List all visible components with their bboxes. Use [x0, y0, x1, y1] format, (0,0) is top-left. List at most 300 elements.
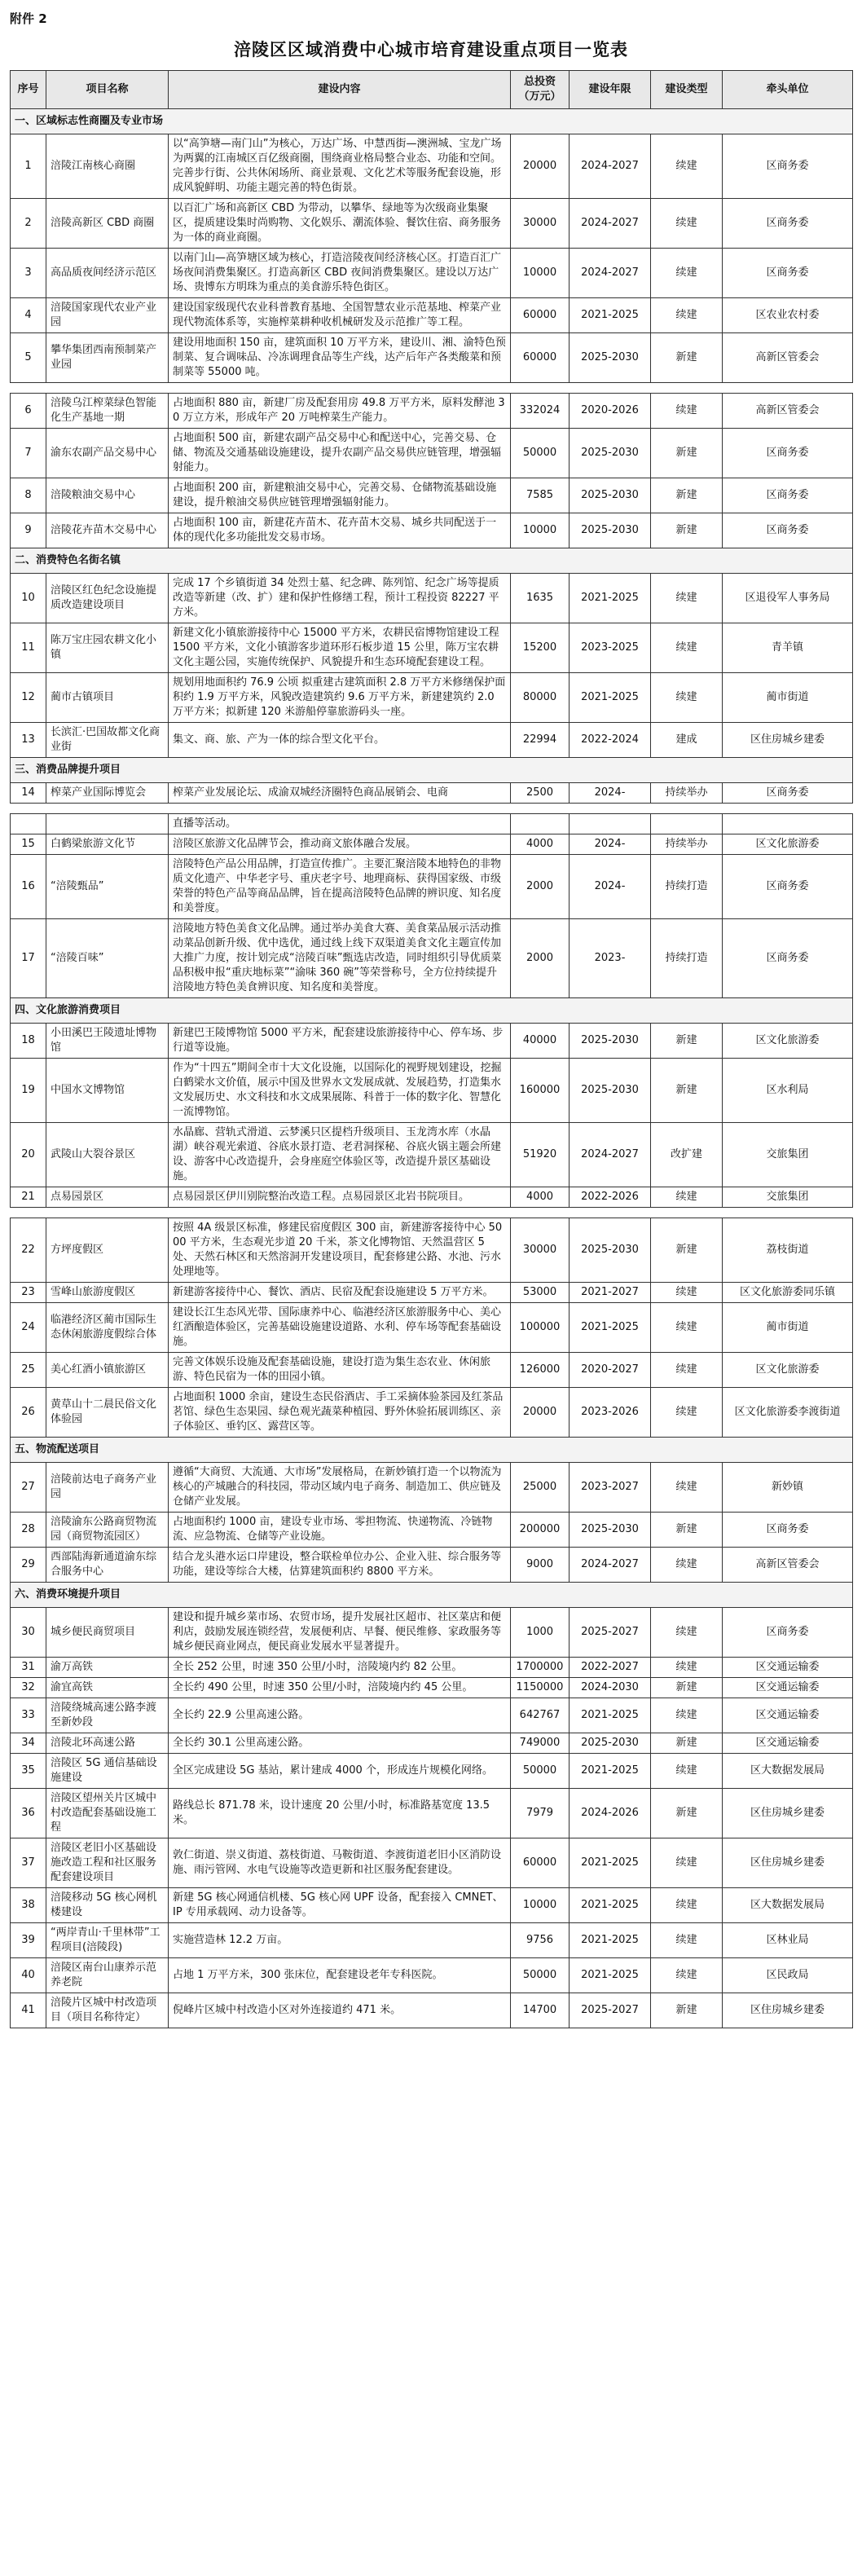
total-investment: 40000 — [511, 1024, 570, 1059]
construction-period: 2024-2027 — [570, 199, 651, 249]
total-investment: 30000 — [511, 1218, 570, 1283]
project-name: “两岸青山·千里林带”工程项目(涪陵段) — [46, 1923, 169, 1958]
row-number: 24 — [11, 1303, 46, 1353]
construction-period: 2020-2026 — [570, 394, 651, 429]
construction-type: 新建 — [651, 1789, 723, 1838]
construction-period: 2025-2030 — [570, 1024, 651, 1059]
total-investment: 25000 — [511, 1463, 570, 1513]
section-heading: 六、消费环境提升项目 — [11, 1583, 853, 1608]
construction-content: 水晶廊、营轨式滑道、云梦溪只区提档升级项目、玉龙湾水库（水晶湖）峡谷观光索道、谷底水景打造、老君洞探秘、谷底火锅主题会所建设、游客中心改造提升，会身座庭空体验区等，改造提升景区基础设施。 — [169, 1123, 511, 1187]
construction-content: 建设和提升城乡菜市场、农贸市场，提升发展社区超市、社区菜店和便利店，鼓励发展连锁经营，发展便利店、早餐、便民维修、家政服务等城乡便民商业网点，便民商业发展水平显著提升。 — [169, 1608, 511, 1658]
construction-period: 2025-2030 — [570, 513, 651, 548]
construction-period: 2020-2027 — [570, 1353, 651, 1388]
column-header: 建设年限 — [570, 71, 651, 109]
project-name: 西部陆海新通道渝东综合服务中心 — [46, 1548, 169, 1583]
table-row — [11, 673, 853, 723]
project-name: 涪陵区红色纪念设施提质改造建设项目 — [46, 574, 169, 623]
construction-content: 占地面积 1000 余亩，建设生态民俗酒店、手工采摘体验茶园及红茶品茗馆、绿色生态果园、绿色观光蔬菜种植园、野外休验拓展训练区、亲子体验区、垂钓区、露营区等。 — [169, 1388, 511, 1438]
construction-content: 实施营造林 12.2 万亩。 — [169, 1923, 511, 1958]
column-header: 序号 — [11, 71, 46, 109]
construction-type: 建成 — [651, 723, 723, 758]
lead-unit: 区商务委 — [723, 1608, 853, 1658]
construction-period: 2025-2027 — [570, 1608, 651, 1658]
table-row — [11, 1733, 853, 1754]
table-row — [11, 855, 853, 919]
construction-type: 续建 — [651, 673, 723, 723]
total-investment: 749000 — [511, 1733, 570, 1754]
construction-type: 续建 — [651, 1463, 723, 1513]
row-number: 38 — [11, 1888, 46, 1923]
construction-type: 续建 — [651, 394, 723, 429]
lead-unit: 蔺市街道 — [723, 673, 853, 723]
lead-unit: 区大数据发展局 — [723, 1754, 853, 1789]
construction-type: 新建 — [651, 1024, 723, 1059]
project-name: 小田溪巴王陵遗址博物馆 — [46, 1024, 169, 1059]
row-number: 13 — [11, 723, 46, 758]
project-tables — [10, 70, 852, 2028]
construction-period: 2021-2025 — [570, 1888, 651, 1923]
table-row — [11, 394, 853, 429]
construction-content: 占地面积 880 亩，新建厂房及配套用房 49.8 万平方米，原料发酵池 30 万立方米，形成年产 20 万吨榨菜生产能力。 — [169, 394, 511, 429]
lead-unit: 高新区管委会 — [723, 1548, 853, 1583]
construction-content: 以“高笋塘—南门山”为核心，万达广场、中慧西街—澳洲城、宝龙广场为两翼的江南城区百亿级商圈，围绕商业格局整合业态、功能和空间。完善步行街、公共休闲场所、商业景观、文化艺术等服务配套设施，形成风貌鲜明、功能主题完善的特色街景。 — [169, 134, 511, 199]
row-number: 41 — [11, 1993, 46, 2028]
page-break — [10, 383, 852, 393]
column-header: 项目名称 — [46, 71, 169, 109]
table-row — [11, 623, 853, 673]
project-name: 涪陵花卉苗木交易中心 — [46, 513, 169, 548]
construction-period: 2021-2025 — [570, 298, 651, 333]
lead-unit: 区大数据发展局 — [723, 1888, 853, 1923]
lead-unit: 荔枝街道 — [723, 1218, 853, 1283]
table-row — [11, 1608, 853, 1658]
row-number: 29 — [11, 1548, 46, 1583]
construction-period: 2024-2027 — [570, 249, 651, 298]
construction-type: 续建 — [651, 1303, 723, 1353]
total-investment: 2500 — [511, 783, 570, 804]
total-investment: 100000 — [511, 1303, 570, 1353]
page-break — [10, 804, 852, 813]
table-row — [11, 1303, 853, 1353]
construction-content: 榨菜产业发展论坛、成渝双城经济圈特色商品展销会、电商 — [169, 783, 511, 804]
construction-content: 全长 252 公里，时速 350 公里/小时，涪陵境内约 82 公里。 — [169, 1658, 511, 1678]
construction-content: 以百汇广场和高新区 CBD 为带动，以攀华、绿地等为次级商业集聚区，提质建设集时尚购物、文化娱乐、潮流体验、餐饮住宿、商务服务为一体的商业商圈。 — [169, 199, 511, 249]
project-table — [10, 813, 853, 1208]
lead-unit: 高新区管委会 — [723, 333, 853, 383]
table-row — [11, 1218, 853, 1283]
total-investment: 7979 — [511, 1789, 570, 1838]
total-investment: 14700 — [511, 1993, 570, 2028]
construction-content: 新建 5G 核心网通信机楼、5G 核心网 UPF 设备，配套接入 CMNET、IP 专用承载网、动力设备等。 — [169, 1888, 511, 1923]
total-investment: 60000 — [511, 1838, 570, 1888]
lead-unit: 区商务委 — [723, 783, 853, 804]
construction-type: 续建 — [651, 1958, 723, 1993]
lead-unit: 区交通运输委 — [723, 1678, 853, 1698]
table-row — [11, 919, 853, 998]
construction-content: 全区完成建设 5G 基站，累计建成 4000 个，形成连片规模化网络。 — [169, 1754, 511, 1789]
section-heading: 四、文化旅游消费项目 — [11, 998, 853, 1024]
lead-unit: 区交通运输委 — [723, 1733, 853, 1754]
row-number: 31 — [11, 1658, 46, 1678]
total-investment: 1635 — [511, 574, 570, 623]
total-investment: 51920 — [511, 1123, 570, 1187]
construction-type: 新建 — [651, 1513, 723, 1548]
construction-period: 2021-2027 — [570, 1283, 651, 1303]
project-name: 雪峰山旅游度假区 — [46, 1283, 169, 1303]
table-row — [11, 1993, 853, 2028]
construction-period: 2025-2030 — [570, 1513, 651, 1548]
construction-period: 2021-2025 — [570, 574, 651, 623]
row-number: 33 — [11, 1698, 46, 1733]
project-name: 渝万高铁 — [46, 1658, 169, 1678]
project-name: 涪陵乌江榨菜绿色智能化生产基地一期 — [46, 394, 169, 429]
project-name: 涪陵区南台山康养示范养老院 — [46, 1958, 169, 1993]
project-name: 涪陵移动 5G 核心网机楼建设 — [46, 1888, 169, 1923]
attachment-label: 附件 2 — [10, 11, 47, 26]
construction-type: 持续举办 — [651, 834, 723, 855]
construction-content: 新建巴王陵博物馆 5000 平方米，配套建设旅游接待中心、停车场、步行道等设施。 — [169, 1024, 511, 1059]
lead-unit: 区住房城乡建委 — [723, 723, 853, 758]
lead-unit: 区商务委 — [723, 199, 853, 249]
lead-unit: 区住房城乡建委 — [723, 1838, 853, 1888]
construction-period: 2025-2030 — [570, 333, 651, 383]
lead-unit: 区文化旅游委同乐镇 — [723, 1283, 853, 1303]
project-name: 涪陵国家现代农业产业园 — [46, 298, 169, 333]
table-row — [11, 1923, 853, 1958]
table-row — [11, 783, 853, 804]
project-name: 涪陵北环高速公路 — [46, 1733, 169, 1754]
construction-content: 倪峰片区城中村改造小区对外连接道约 471 米。 — [169, 1993, 511, 2028]
table-row — [11, 1123, 853, 1187]
lead-unit: 区商务委 — [723, 1513, 853, 1548]
project-name: 武陵山大裂谷景区 — [46, 1123, 169, 1187]
project-name: 渝东农副产品交易中心 — [46, 429, 169, 478]
lead-unit: 区文化旅游委 — [723, 1024, 853, 1059]
construction-period: 2024- — [570, 783, 651, 804]
construction-period: 2024-2027 — [570, 1123, 651, 1187]
lead-unit: 区商务委 — [723, 134, 853, 199]
construction-type — [651, 814, 723, 834]
total-investment: 332024 — [511, 394, 570, 429]
table-row — [11, 1678, 853, 1698]
project-name: 攀华集团西南预制菜产业园 — [46, 333, 169, 383]
lead-unit: 区文化旅游委李渡街道 — [723, 1388, 853, 1438]
table-row — [11, 814, 853, 834]
row-number: 35 — [11, 1754, 46, 1789]
total-investment: 10000 — [511, 249, 570, 298]
construction-content: 涪陵区旅游文化品牌节会，推动商文旅体融合发展。 — [169, 834, 511, 855]
construction-type: 续建 — [651, 1187, 723, 1208]
project-name: 涪陵渝东公路商贸物流园（商贸物流园区） — [46, 1513, 169, 1548]
lead-unit: 区文化旅游委 — [723, 834, 853, 855]
total-investment: 50000 — [511, 1958, 570, 1993]
construction-content: 点易园景区伊川别院整治改造工程。点易园景区北岩书院项目。 — [169, 1187, 511, 1208]
row-number: 1 — [11, 134, 46, 199]
construction-period: 2024-2026 — [570, 1789, 651, 1838]
document-title: 涪陵区区域消费中心城市培育建设重点项目一览表 — [234, 40, 628, 59]
project-name: 临港经济区蔺市国际生态休闲旅游度假综合体 — [46, 1303, 169, 1353]
construction-period: 2023-2025 — [570, 623, 651, 673]
column-header: 建设内容 — [169, 71, 511, 109]
project-name: 方坪度假区 — [46, 1218, 169, 1283]
construction-period: 2025-2030 — [570, 429, 651, 478]
construction-content: 涪陵地方特色美食文化品牌。通过举办美食大赛、美食菜品展示活动推动菜品创新升级、优中选优，通过线上线下双渠道美食文化主题宣传加大推广力度，按计划完成“涪陵百味”甄选店改造，同时组织引导优质菜品积极申报“重庆地标菜”“渝味 360 碗”等荣誉称号，全方位持续提升涪陵地方特色美食辨识度、知名度和美誉度。 — [169, 919, 511, 998]
table-row — [11, 1059, 853, 1123]
table-header-row — [11, 71, 853, 109]
table-row — [11, 134, 853, 199]
total-investment: 1000 — [511, 1608, 570, 1658]
lead-unit: 区交通运输委 — [723, 1698, 853, 1733]
construction-type: 改扩建 — [651, 1123, 723, 1187]
project-name: 城乡便民商贸项目 — [46, 1608, 169, 1658]
project-name: 涪陵绕城高速公路李渡至新妙段 — [46, 1698, 169, 1733]
construction-type: 续建 — [651, 1698, 723, 1733]
table-row — [11, 1698, 853, 1733]
construction-type: 持续举办 — [651, 783, 723, 804]
row-number: 37 — [11, 1838, 46, 1888]
lead-unit — [723, 814, 853, 834]
row-number: 26 — [11, 1388, 46, 1438]
row-number: 10 — [11, 574, 46, 623]
table-row — [11, 1463, 853, 1513]
construction-period: 2021-2025 — [570, 1698, 651, 1733]
table-row — [11, 199, 853, 249]
construction-type: 新建 — [651, 1733, 723, 1754]
construction-content: 按照 4A 级景区标准，修建民宿度假区 300 亩，新建游客接待中心 5000 平方米，生态观光步道 20 千米，茶文化博物馆、天然温营区 5 处、天然石林区和天然溶洞开发建设项目，配套修建公路、水池、污水处理地等。 — [169, 1218, 511, 1283]
table-row — [11, 1187, 853, 1208]
row-number: 20 — [11, 1123, 46, 1187]
construction-content: 完善文体娱乐设施及配套基础设施，建设打造为集生态农业、休闲旅游、特色民宿为一体的田园小镇。 — [169, 1353, 511, 1388]
lead-unit: 区商务委 — [723, 249, 853, 298]
construction-type: 续建 — [651, 1838, 723, 1888]
project-name: 长滨汇·巴国故都文化商业街 — [46, 723, 169, 758]
construction-period: 2021-2025 — [570, 1958, 651, 1993]
total-investment: 200000 — [511, 1513, 570, 1548]
table-row — [11, 834, 853, 855]
project-name: “涪陵甄品” — [46, 855, 169, 919]
total-investment: 60000 — [511, 333, 570, 383]
total-investment: 20000 — [511, 1388, 570, 1438]
table-row — [11, 1283, 853, 1303]
construction-type: 新建 — [651, 513, 723, 548]
row-number: 6 — [11, 394, 46, 429]
construction-type: 续建 — [651, 574, 723, 623]
total-investment: 9000 — [511, 1548, 570, 1583]
total-investment: 10000 — [511, 513, 570, 548]
construction-type: 持续打造 — [651, 855, 723, 919]
lead-unit: 区农业农村委 — [723, 298, 853, 333]
total-investment: 50000 — [511, 429, 570, 478]
table-row — [11, 1888, 853, 1923]
row-number: 22 — [11, 1218, 46, 1283]
lead-unit: 交旅集团 — [723, 1187, 853, 1208]
section-heading: 五、物流配送项目 — [11, 1438, 853, 1463]
row-number: 12 — [11, 673, 46, 723]
construction-type: 新建 — [651, 429, 723, 478]
table-row — [11, 1513, 853, 1548]
total-investment: 60000 — [511, 298, 570, 333]
table-row — [11, 1958, 853, 1993]
total-investment: 2000 — [511, 855, 570, 919]
construction-content: 建设国家级现代农业科普教育基地、全国智慧农业示范基地、榨菜产业现代物流体系等，实施榨菜耕种收机械研发及示范推广等工程。 — [169, 298, 511, 333]
total-investment: 1150000 — [511, 1678, 570, 1698]
row-number: 28 — [11, 1513, 46, 1548]
construction-content: 占地面积 100 亩，新建花卉苗木、花卉苗木交易、城乡共同配送于一体的现代化多功能批发交易市场。 — [169, 513, 511, 548]
row-number: 15 — [11, 834, 46, 855]
construction-type: 持续打造 — [651, 919, 723, 998]
row-number: 23 — [11, 1283, 46, 1303]
construction-content: 集文、商、旅、产为一体的综合型文化平台。 — [169, 723, 511, 758]
construction-type: 续建 — [651, 298, 723, 333]
construction-period: 2025-2027 — [570, 1993, 651, 2028]
project-name: “涪陵百味” — [46, 919, 169, 998]
project-table — [10, 1218, 853, 2028]
section-heading: 二、消费特色名街名镇 — [11, 548, 853, 574]
construction-period: 2024-2030 — [570, 1678, 651, 1698]
row-number: 3 — [11, 249, 46, 298]
construction-type: 续建 — [651, 1754, 723, 1789]
total-investment: 53000 — [511, 1283, 570, 1303]
project-name: 中国水文博物馆 — [46, 1059, 169, 1123]
page-break — [10, 1208, 852, 1218]
total-investment: 20000 — [511, 134, 570, 199]
row-number: 9 — [11, 513, 46, 548]
construction-period: 2024- — [570, 855, 651, 919]
construction-period: 2021-2025 — [570, 1923, 651, 1958]
lead-unit: 区商务委 — [723, 513, 853, 548]
project-name: 涪陵高新区 CBD 商圈 — [46, 199, 169, 249]
row-number: 34 — [11, 1733, 46, 1754]
construction-type: 续建 — [651, 1923, 723, 1958]
row-number: 36 — [11, 1789, 46, 1838]
row-number: 30 — [11, 1608, 46, 1658]
project-name: 涪陵片区城中村改造项目（项目名称待定） — [46, 1993, 169, 2028]
row-number: 40 — [11, 1958, 46, 1993]
construction-period: 2022-2024 — [570, 723, 651, 758]
construction-period: 2022-2026 — [570, 1187, 651, 1208]
table-row — [11, 723, 853, 758]
construction-type: 续建 — [651, 249, 723, 298]
total-investment: 2000 — [511, 919, 570, 998]
construction-period: 2025-2030 — [570, 1059, 651, 1123]
section-heading: 三、消费品牌提升项目 — [11, 758, 853, 783]
construction-content: 完成 17 个乡镇街道 34 处烈士墓、纪念碑、陈列馆、纪念广场等提质改造等新建（改、扩）建和保护性修缮工程，预计工程投资 82227 平方米。 — [169, 574, 511, 623]
construction-period: 2023-2027 — [570, 1463, 651, 1513]
construction-type: 新建 — [651, 1993, 723, 2028]
total-investment: 1700000 — [511, 1658, 570, 1678]
construction-type: 续建 — [651, 1888, 723, 1923]
column-header: 总投资（万元） — [511, 71, 570, 109]
construction-type: 续建 — [651, 1608, 723, 1658]
project-name: 陈万宝庄园农耕文化小镇 — [46, 623, 169, 673]
row-number — [11, 814, 46, 834]
table-row — [11, 298, 853, 333]
construction-content: 敦仁街道、崇义街道、荔枝街道、马鞍街道、李渡街道老旧小区消防设施、雨污管网、水电气设施等改造更新和社区服务配套建设。 — [169, 1838, 511, 1888]
lead-unit: 区林业局 — [723, 1923, 853, 1958]
construction-type: 续建 — [651, 1388, 723, 1438]
table-row — [11, 1838, 853, 1888]
row-number: 21 — [11, 1187, 46, 1208]
row-number: 5 — [11, 333, 46, 383]
lead-unit: 新妙镇 — [723, 1463, 853, 1513]
table-row — [11, 333, 853, 383]
total-investment: 22994 — [511, 723, 570, 758]
construction-period: 2025-2030 — [570, 1733, 651, 1754]
project-name: 涪陵区老旧小区基础设施改造工程和社区服务配套建设项目 — [46, 1838, 169, 1888]
construction-period: 2023-2026 — [570, 1388, 651, 1438]
total-investment: 15200 — [511, 623, 570, 673]
construction-content: 新建游客接待中心、餐饮、酒店、民宿及配套设施建设 5 万平方米。 — [169, 1283, 511, 1303]
construction-type: 新建 — [651, 1218, 723, 1283]
construction-content: 结合龙头港水运口岸建设，整合联检单位办公、企业入驻、综合服务等功能，建设等综合大楼，估算建筑面积约 8800 平方米。 — [169, 1548, 511, 1583]
lead-unit: 区商务委 — [723, 919, 853, 998]
construction-period: 2022-2027 — [570, 1658, 651, 1678]
construction-period: 2021-2025 — [570, 1838, 651, 1888]
construction-period: 2021-2025 — [570, 1754, 651, 1789]
table-row — [11, 429, 853, 478]
lead-unit: 区商务委 — [723, 855, 853, 919]
construction-content: 全长约 22.9 公里高速公路。 — [169, 1698, 511, 1733]
row-number: 14 — [11, 783, 46, 804]
total-investment: 10000 — [511, 1888, 570, 1923]
section-heading-row — [11, 548, 853, 574]
total-investment: 4000 — [511, 834, 570, 855]
construction-content: 占地 1 万平方米，300 张床位，配套建设老年专科医院。 — [169, 1958, 511, 1993]
table-row — [11, 478, 853, 513]
project-name — [46, 814, 169, 834]
total-investment — [511, 814, 570, 834]
construction-period: 2023- — [570, 919, 651, 998]
column-header: 牵头单位 — [723, 71, 853, 109]
lead-unit: 区民政局 — [723, 1958, 853, 1993]
total-investment: 80000 — [511, 673, 570, 723]
lead-unit: 区水利局 — [723, 1059, 853, 1123]
construction-period: 2021-2025 — [570, 1303, 651, 1353]
construction-content: 规划用地面积约 76.9 公顷 拟重建古建筑面积 2.8 万平方米修缮保护面积约 1.9 万平方米，风貌改造建筑约 9.6 万平方米，新建建筑约 2.0 万平方米；拟新建 120 米游船停靠旅游码头一座。 — [169, 673, 511, 723]
construction-content: 全长约 490 公里，时速 350 公里/小时，涪陵境内约 45 公里。 — [169, 1678, 511, 1698]
construction-type: 新建 — [651, 333, 723, 383]
table-row — [11, 1754, 853, 1789]
row-number: 25 — [11, 1353, 46, 1388]
table-row — [11, 1024, 853, 1059]
table-row — [11, 574, 853, 623]
construction-type: 续建 — [651, 1548, 723, 1583]
construction-content: 以南门山—高笋塘区域为核心，打造涪陵夜间经济核心区。打造百汇广场夜间消费集聚区。打造高新区 CBD 夜间消费集聚区。建设以万达广场、贵博东方明珠为重点的美食游乐特色街区。 — [169, 249, 511, 298]
total-investment: 160000 — [511, 1059, 570, 1123]
row-number: 19 — [11, 1059, 46, 1123]
lead-unit: 交旅集团 — [723, 1123, 853, 1187]
total-investment: 50000 — [511, 1754, 570, 1789]
construction-content: 直播等活动。 — [169, 814, 511, 834]
project-name: 蔺市古镇项目 — [46, 673, 169, 723]
project-name: 渝宜高铁 — [46, 1678, 169, 1698]
construction-content: 占地面积约 1000 亩，建设专业市场、零担物流、快递物流、冷链物流、应急物流、仓储等产业设施。 — [169, 1513, 511, 1548]
construction-period: 2025-2030 — [570, 1218, 651, 1283]
row-number: 17 — [11, 919, 46, 998]
project-table — [10, 70, 853, 383]
table-row — [11, 1353, 853, 1388]
construction-period: 2025-2030 — [570, 478, 651, 513]
project-name: 榨菜产业国际博览会 — [46, 783, 169, 804]
project-name: 涪陵前达电子商务产业园 — [46, 1463, 169, 1513]
lead-unit: 区商务委 — [723, 478, 853, 513]
construction-period: 2024- — [570, 834, 651, 855]
total-investment: 126000 — [511, 1353, 570, 1388]
lead-unit: 区住房城乡建委 — [723, 1789, 853, 1838]
section-heading-row — [11, 1438, 853, 1463]
lead-unit: 青羊镇 — [723, 623, 853, 673]
construction-type: 续建 — [651, 1353, 723, 1388]
